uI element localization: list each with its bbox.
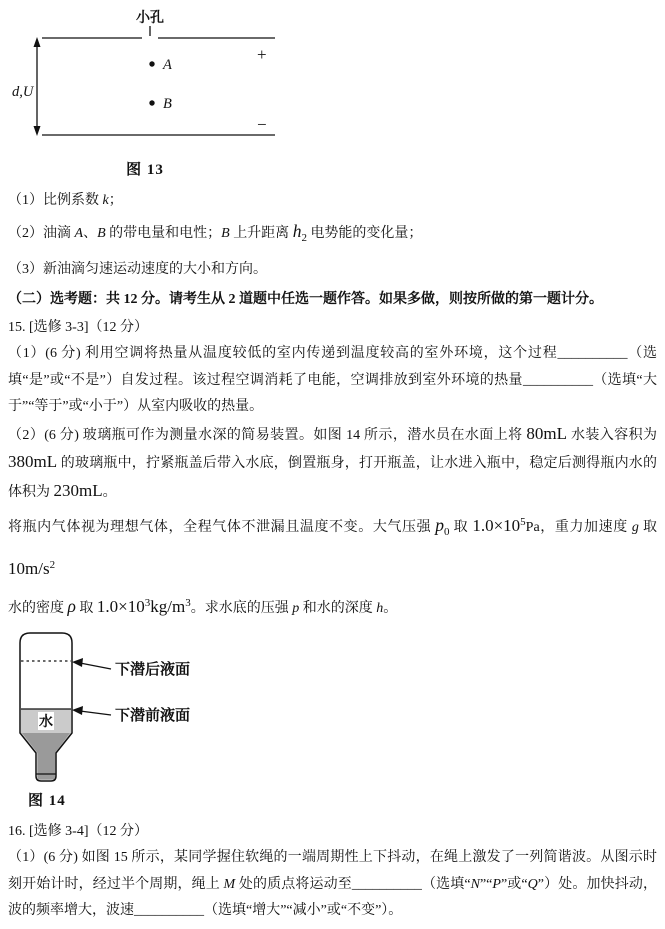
- text-segment: （1）比例系数: [8, 193, 103, 208]
- text-segment: （1）(6 分) 如图 15 所示，某同学握住软绳的一端周期性上下抖动，在绳上激发了一列简谐波。从图示时刻开始计时，经过半个周期，绳上: [8, 850, 657, 892]
- minus-sign: −: [257, 115, 267, 134]
- text-segment: 2: [301, 232, 307, 244]
- plate-distance-label: d,U: [12, 84, 34, 100]
- question-15-given-constants: [8, 506, 657, 587]
- text-segment: （2）(6 分) 玻璃瓶可作为测量水深的简易装置。如图 14 所示，潜水员在水面上将: [8, 427, 527, 443]
- text-segment: 电势能的变化量；: [306, 226, 423, 241]
- text-segment: 2: [49, 559, 56, 571]
- section-2-instructions: （二）选考题：共 12 分。请考生从 2 道题中任选一题作答。如果多做，则按所做的第一题计分。: [8, 292, 603, 307]
- figure-13: [10, 8, 657, 179]
- neck-water-fill: [22, 733, 70, 780]
- text-segment: g: [631, 520, 639, 535]
- text-segment: h: [292, 221, 302, 241]
- before-dive-label: 下潜前液面: [115, 708, 191, 724]
- text-segment: 上升距离: [229, 226, 293, 241]
- arrowhead-down-icon: [34, 126, 41, 136]
- text-segment: 5: [520, 516, 526, 528]
- text-segment: （选填“: [421, 876, 471, 892]
- droplet-a-dot: [149, 61, 154, 66]
- after-dive-arrowhead-icon: [72, 658, 83, 667]
- text-segment: 1.0×10: [472, 516, 521, 535]
- text-segment: p: [435, 515, 445, 535]
- text-segment: __________: [351, 876, 422, 892]
- question-part-2: [8, 216, 657, 254]
- figure-13-caption: 图 13: [126, 162, 164, 178]
- text-segment: 3: [144, 597, 151, 609]
- question-part-3: [8, 254, 657, 285]
- question-16-title: 16. [选修 3-4]（12 分）: [8, 824, 148, 839]
- text-segment: 80mL: [526, 423, 568, 443]
- text-segment: 的玻璃瓶中，拧紧瓶盖后带入水底，倒置瓶身，打开瓶盖，让水进入瓶中，稳定后测得瓶内水的体积为: [8, 456, 657, 500]
- text-segment: 10m/s: [8, 559, 50, 578]
- text-segment: B: [221, 226, 230, 241]
- text-segment: B: [97, 226, 106, 241]
- text-segment: 。: [383, 601, 398, 616]
- text-segment: 取: [449, 520, 473, 535]
- figure-14-caption: 图 14: [28, 793, 66, 809]
- text-segment: 的带电量和电性；: [105, 226, 222, 241]
- text-segment: __________: [557, 346, 628, 361]
- text-segment: 3: [185, 597, 191, 609]
- plus-sign: +: [257, 45, 267, 64]
- arrowhead-up-icon: [34, 37, 41, 47]
- figure-14: [14, 629, 657, 810]
- text-segment: 将瓶内气体视为理想气体，全程气体不泄漏且温度不变。大气压强: [8, 520, 436, 535]
- text-segment: （3）新油滴匀速运动速度的大小和方向。: [8, 262, 267, 277]
- text-segment: h: [376, 601, 384, 616]
- text-segment: 380mL: [8, 452, 58, 471]
- text-segment: 1.0×10: [96, 597, 145, 616]
- text-segment: 取: [638, 520, 658, 535]
- text-segment: （1）(6 分) 利用空调将热量从温度较低的室内传递到温度较高的室外环境，这个过程: [8, 346, 558, 361]
- text-segment: k: [102, 193, 109, 208]
- text-segment: ”或“: [500, 876, 528, 892]
- text-segment: ”）处。加快抖动，波的频率增大，波速: [8, 876, 658, 918]
- water-label: 水: [39, 715, 53, 730]
- text-segment: ”“: [479, 876, 493, 892]
- text-segment: __________: [134, 903, 204, 918]
- text-segment: 水的密度: [8, 601, 68, 616]
- hole-label: 小孔: [136, 11, 164, 26]
- text-segment: （选填“是”或“不是”）自发过程。该过程空调消耗了电能，空调排放到室外环境的热量: [8, 346, 658, 388]
- text-segment: 230mL: [53, 480, 103, 500]
- text-segment: __________: [522, 372, 593, 388]
- text-segment: M: [223, 876, 236, 892]
- text-segment: N: [470, 876, 480, 892]
- figure-14-diagram: [14, 629, 264, 787]
- question-part-1: [8, 185, 657, 216]
- text-segment: 取: [75, 601, 97, 616]
- text-segment: ；: [108, 193, 123, 208]
- text-segment: （选填“增大”“减小”或“不变”）。: [204, 903, 403, 918]
- text-segment: （2）油滴: [8, 226, 75, 241]
- after-dive-arrow-line: [80, 663, 111, 669]
- question-15-part-2: [8, 421, 657, 507]
- text-segment: A: [74, 226, 84, 241]
- text-segment: Q: [527, 876, 538, 892]
- text-segment: kg/m: [150, 597, 186, 616]
- text-segment: 。求水底的压强: [190, 601, 293, 616]
- droplet-b-label: B: [163, 96, 172, 112]
- question-15-part-1: [8, 341, 657, 421]
- droplet-a-label: A: [163, 57, 172, 73]
- text-segment: 和水的深度: [299, 601, 377, 616]
- before-dive-arrow-line: [80, 711, 111, 715]
- text-segment: P: [492, 876, 501, 892]
- text-segment: 处的质点将运动至: [235, 876, 352, 892]
- text-segment: （选填“大于”“等于”或“小于”）从室内吸收的热量。: [8, 372, 658, 414]
- text-segment: ρ: [67, 596, 76, 616]
- droplet-b-dot: [149, 100, 154, 105]
- question-15-title: 15. [选修 3-3]（12 分）: [8, 320, 148, 335]
- question-15-find-statement: [8, 587, 657, 625]
- after-dive-label: 下潜后液面: [115, 662, 191, 678]
- text-segment: 0: [444, 526, 450, 538]
- figure-13-diagram: [10, 8, 280, 156]
- text-segment: 。: [102, 484, 117, 500]
- text-segment: 、: [83, 226, 98, 241]
- question-16-part-1: [8, 845, 657, 925]
- text-segment: Pa，重力加速度: [525, 520, 632, 535]
- text-segment: p: [292, 601, 300, 616]
- text-segment: 水装入容积为: [567, 427, 657, 443]
- before-dive-arrowhead-icon: [72, 706, 83, 715]
